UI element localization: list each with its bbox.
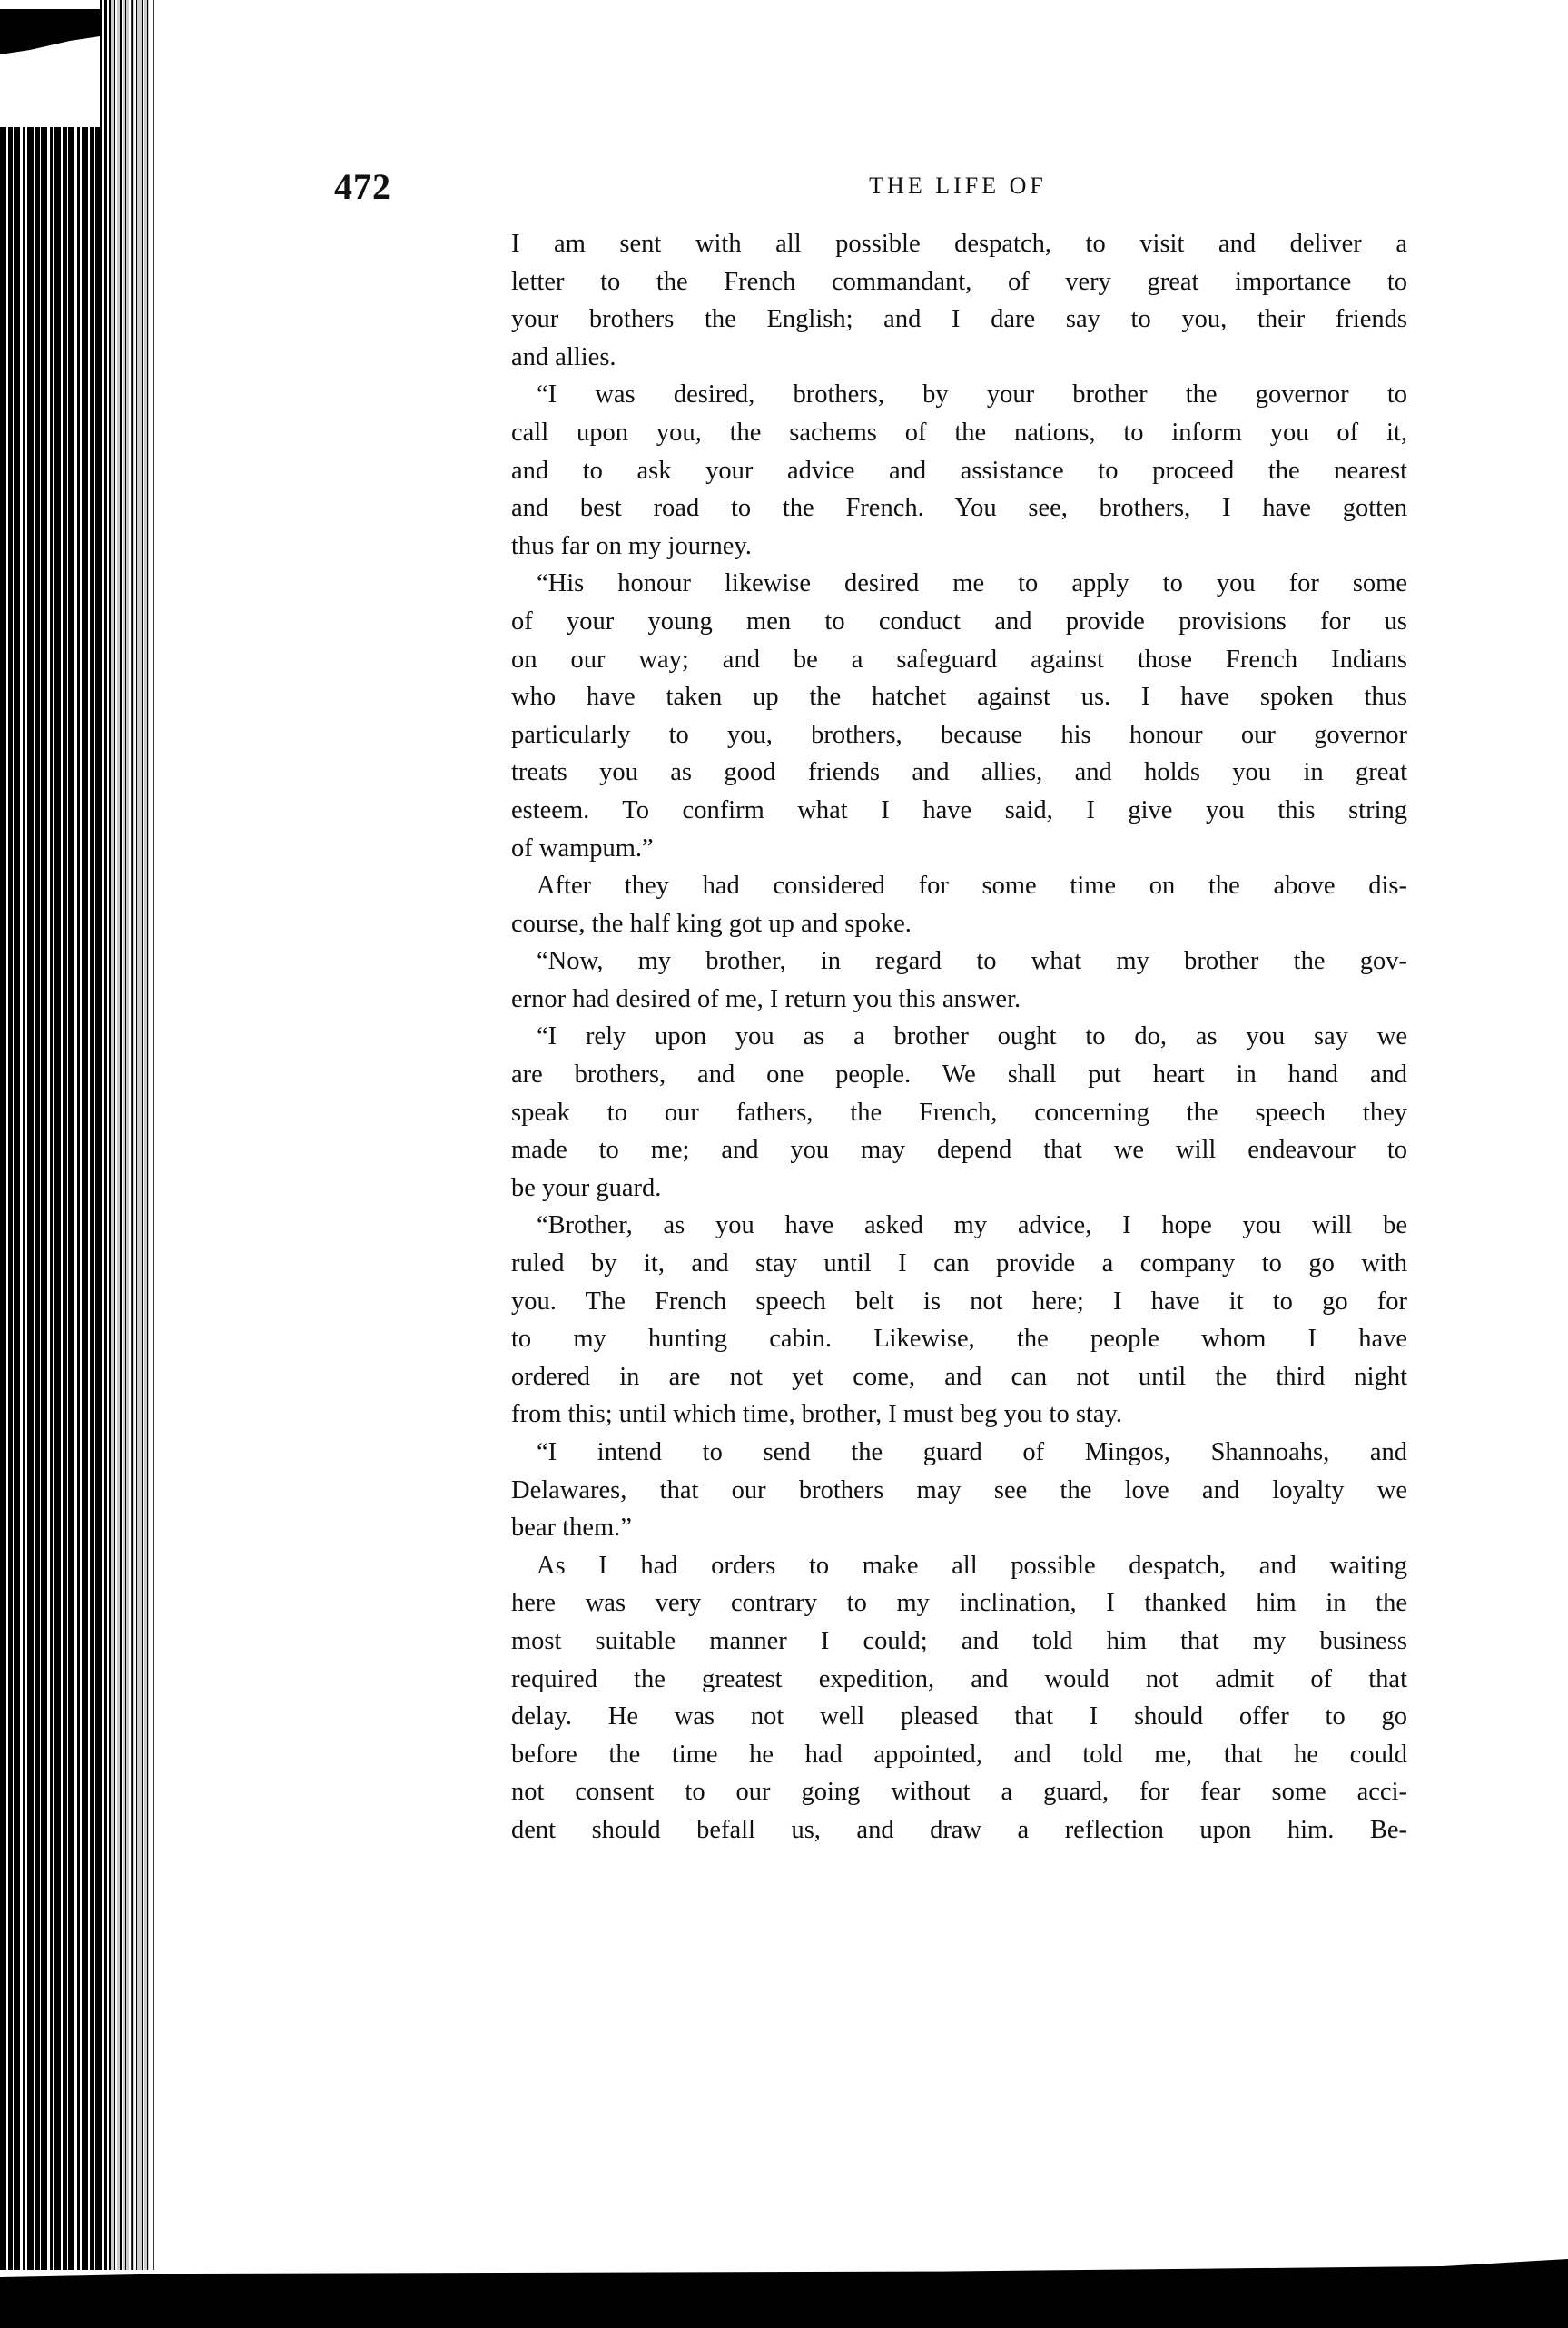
text-line: on our way; and be a safeguard against those French Indians (511, 645, 1407, 674)
text-line: esteem. To confirm what I have said, I give you this string (511, 795, 1407, 824)
text-line: who have taken up the hatchet against us. I have spoken thus (511, 683, 1407, 712)
page-number: 472 (334, 166, 391, 207)
text-line: “I rely upon you as a brother ought to do, as you say we (537, 1022, 1407, 1051)
text-line: thus far on my journey. (511, 531, 752, 560)
text-line: particularly to you, brothers, because his honour our governor (511, 720, 1407, 749)
text-line: call upon you, the sachems of the nations, to inform you of it, (511, 418, 1407, 447)
text-line: not consent to our going without a guard, for fear some acci- (511, 1778, 1407, 1807)
text-line: and allies. (511, 342, 616, 371)
text-line: delay. He was not well pleased that I should offer to go (511, 1702, 1407, 1731)
text-line: “His honour likewise desired me to apply to you for some (537, 569, 1407, 598)
text-line: course, the half king got up and spoke. (511, 909, 912, 938)
text-line: and to ask your advice and assistance to proceed the nearest (511, 456, 1407, 485)
text-line: most suitable manner I could; and told him that my business (511, 1626, 1407, 1655)
text-line: ernor had desired of me, I return you this answer. (511, 984, 1021, 1013)
text-line: ordered in are not yet come, and can not until the third night (511, 1362, 1407, 1391)
paragraph (511, 867, 1407, 942)
text-line: made to me; and you may depend that we will endeavour to (511, 1136, 1407, 1165)
text-line: Delawares, that our brothers may see the love and loyalty we (511, 1475, 1407, 1504)
text-line: ruled by it, and stay until I can provide a company to go with (511, 1249, 1407, 1278)
text-line: are brothers, and one people. We shall put heart in hand and (511, 1060, 1407, 1090)
text-line: of your young men to conduct and provide provisions for us (511, 607, 1407, 636)
text-line: of wampum.” (511, 834, 654, 863)
paragraph (511, 565, 1407, 867)
text-line: speak to our fathers, the French, concerning the speech they (511, 1098, 1407, 1127)
text-line: treats you as good friends and allies, and holds you in great (511, 758, 1407, 787)
text-line: your brothers the English; and I dare say to you, their friends (511, 305, 1407, 334)
paragraph (511, 1434, 1407, 1547)
text-line: here was very contrary to my inclination, I thanked him in the (511, 1589, 1407, 1618)
text-line: dent should befall us, and draw a reflection upon him. Be- (511, 1815, 1407, 1844)
text-line: and best road to the French. You see, brothers, I have gotten (511, 494, 1407, 523)
paragraph (511, 1547, 1407, 1850)
body-text (511, 225, 1407, 1850)
text-line: As I had orders to make all possible despatch, and waiting (537, 1551, 1407, 1580)
binding-shadow (109, 0, 154, 2270)
text-line: required the greatest expedition, and would not admit of that (511, 1664, 1407, 1693)
text-line: After they had considered for some time on the above dis- (537, 872, 1407, 901)
paragraph (511, 1207, 1407, 1434)
paragraph (511, 942, 1407, 1018)
paragraph (511, 1018, 1407, 1207)
paragraph (511, 225, 1407, 376)
text-line: from this; until which time, brother, I must beg you to stay. (511, 1400, 1123, 1429)
text-line: “I was desired, brothers, by your brother the governor to (537, 380, 1407, 409)
bottom-scan-edge (0, 2255, 1568, 2328)
text-line: I am sent with all possible despatch, to visit and deliver a (511, 230, 1407, 258)
text-line: before the time he had appointed, and told me, that he could (511, 1740, 1407, 1769)
text-line: you. The French speech belt is not here; I have it to go for (511, 1287, 1407, 1316)
running-head: THE LIFE OF (869, 173, 1047, 199)
text-line: “Brother, as you have asked my advice, I hope you will be (537, 1211, 1407, 1240)
text-line: bear them.” (511, 1514, 632, 1543)
text-line: letter to the French commandant, of very great importance to (511, 267, 1407, 296)
text-line: to my hunting cabin. Likewise, the people whom I have (511, 1325, 1407, 1354)
text-line: be your guard. (511, 1173, 662, 1202)
text-line: “I intend to send the guard of Mingos, Shannoahs, and (537, 1438, 1407, 1466)
text-line: “Now, my brother, in regard to what my brother the gov- (537, 947, 1407, 976)
paragraph (511, 376, 1407, 565)
